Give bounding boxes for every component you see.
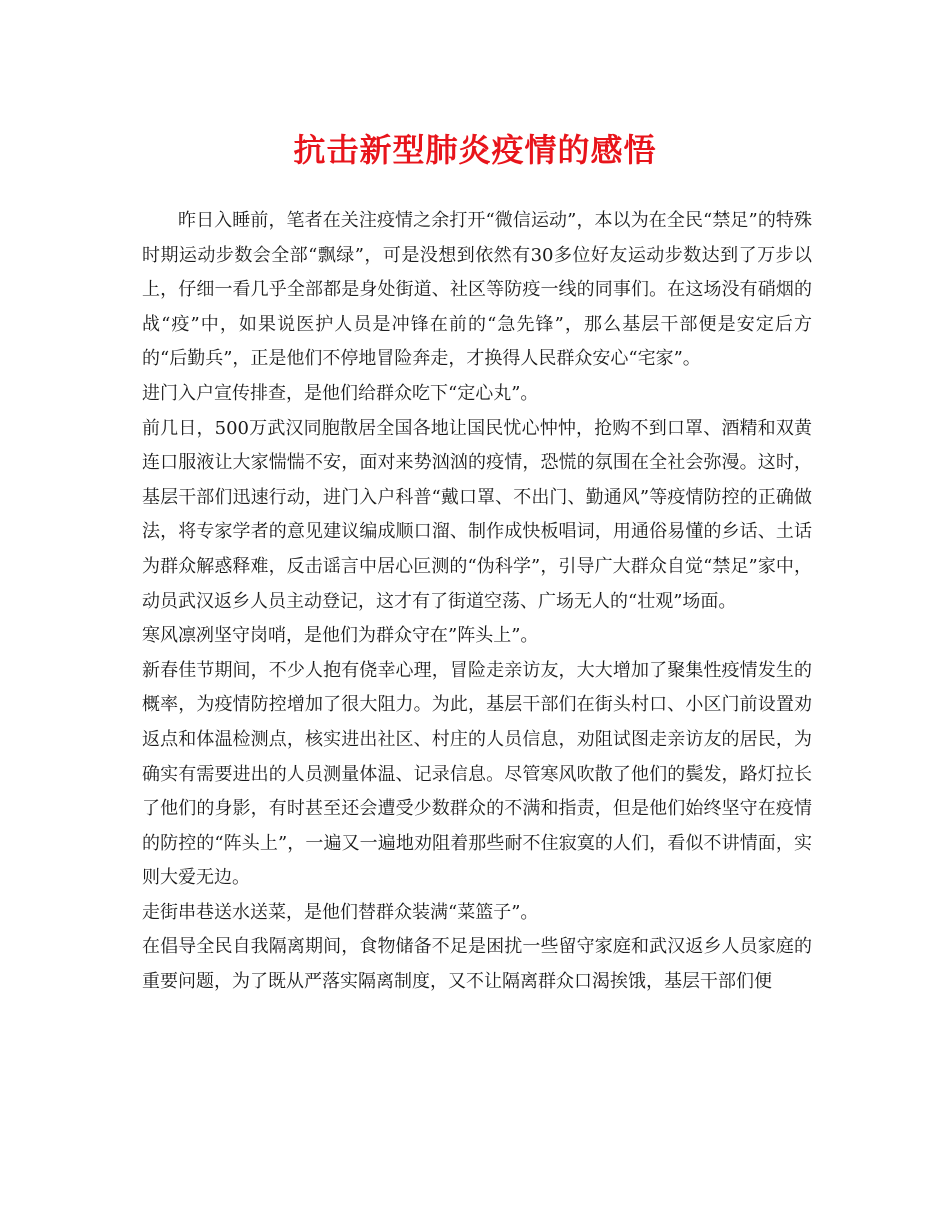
paragraph-delivery: 在倡导全民自我隔离期间，食物储备不足是困扰一些留守家庭和武汉返乡人员家庭的重要问题，为了既从严落实隔离制度，又不让隔离群众口渴挨饿，基层干部们便 bbox=[142, 936, 812, 993]
section-heading-publicity: 进门入户宣传排查，是他们给群众吃下“定心丸”。 bbox=[142, 382, 539, 404]
section-heading-guard-post: 寒风凛冽坚守岗哨，是他们为群众守在”阵头上”。 bbox=[142, 625, 539, 647]
section-heading-delivery: 走街串巷送水送菜，是他们替群众装满“菜篮子”。 bbox=[142, 901, 539, 923]
document-title: 抗击新型肺炎疫情的感悟 bbox=[293, 131, 657, 169]
paragraph-publicity: 前几日，500万武汉同胞散居全国各地让国民忧心忡忡，抢购不到口罩、酒精和双黄连口服液让大家惴惴不安，面对来势汹汹的疫情，恐慌的氛围在全社会弥漫。这时，基层干部们迅速行动，进门入户科普“戴口罩、不出门、勤通风”等疫情防控的正确做法，将专家学者的意见建议编成顺口溜、制作成快板唱词，用通俗易懂的乡话、土话为群众解惑释难，反击谣言中居心叵测的“伪科学”，引导广大群众自觉“禁足”家中，动员武汉返乡人员主动登记，这才有了街道空荡、广场无人的“壮观”场面。 bbox=[142, 417, 812, 612]
document-body bbox=[142, 204, 812, 1000]
paragraph-guard-post: 新春佳节期间，不少人抱有侥幸心理，冒险走亲访友，大大增加了聚集性疫情发生的概率，为疫情防控增加了很大阻力。为此，基层干部们在街头村口、小区门前设置劝返点和体温检测点，核实进出社区、村庄的人员信息，劝阻试图走亲访友的居民，为确实有需要进出的人员测量体温、记录信息。尽管寒风吹散了他们的鬓发，路灯拉长了他们的身影，有时甚至还会遭受少数群众的不满和指责，但是他们始终坚守在疫情的防控的“阵头上”，一遍又一遍地劝阻着那些耐不住寂寞的人们，看似不讲情面，实则大爱无边。 bbox=[142, 659, 812, 889]
paragraph-intro: 昨日入睡前，笔者在关注疫情之余打开“微信运动”，本以为在全民“禁足”的特殊时期运动步数会全部“飘绿”，可是没想到依然有30多位好友运动步数达到了万步以上，仔细一看几乎全部都是身处街道、社区等防疫一线的同事们。在这场没有硝烟的战“疫”中，如果说医护人员是冲锋在前的“急先锋”，那么基层干部便是安定后方的“后勤兵”，正是他们不停地冒险奔走，才换得人民群众安心“宅家”。 bbox=[142, 210, 812, 370]
